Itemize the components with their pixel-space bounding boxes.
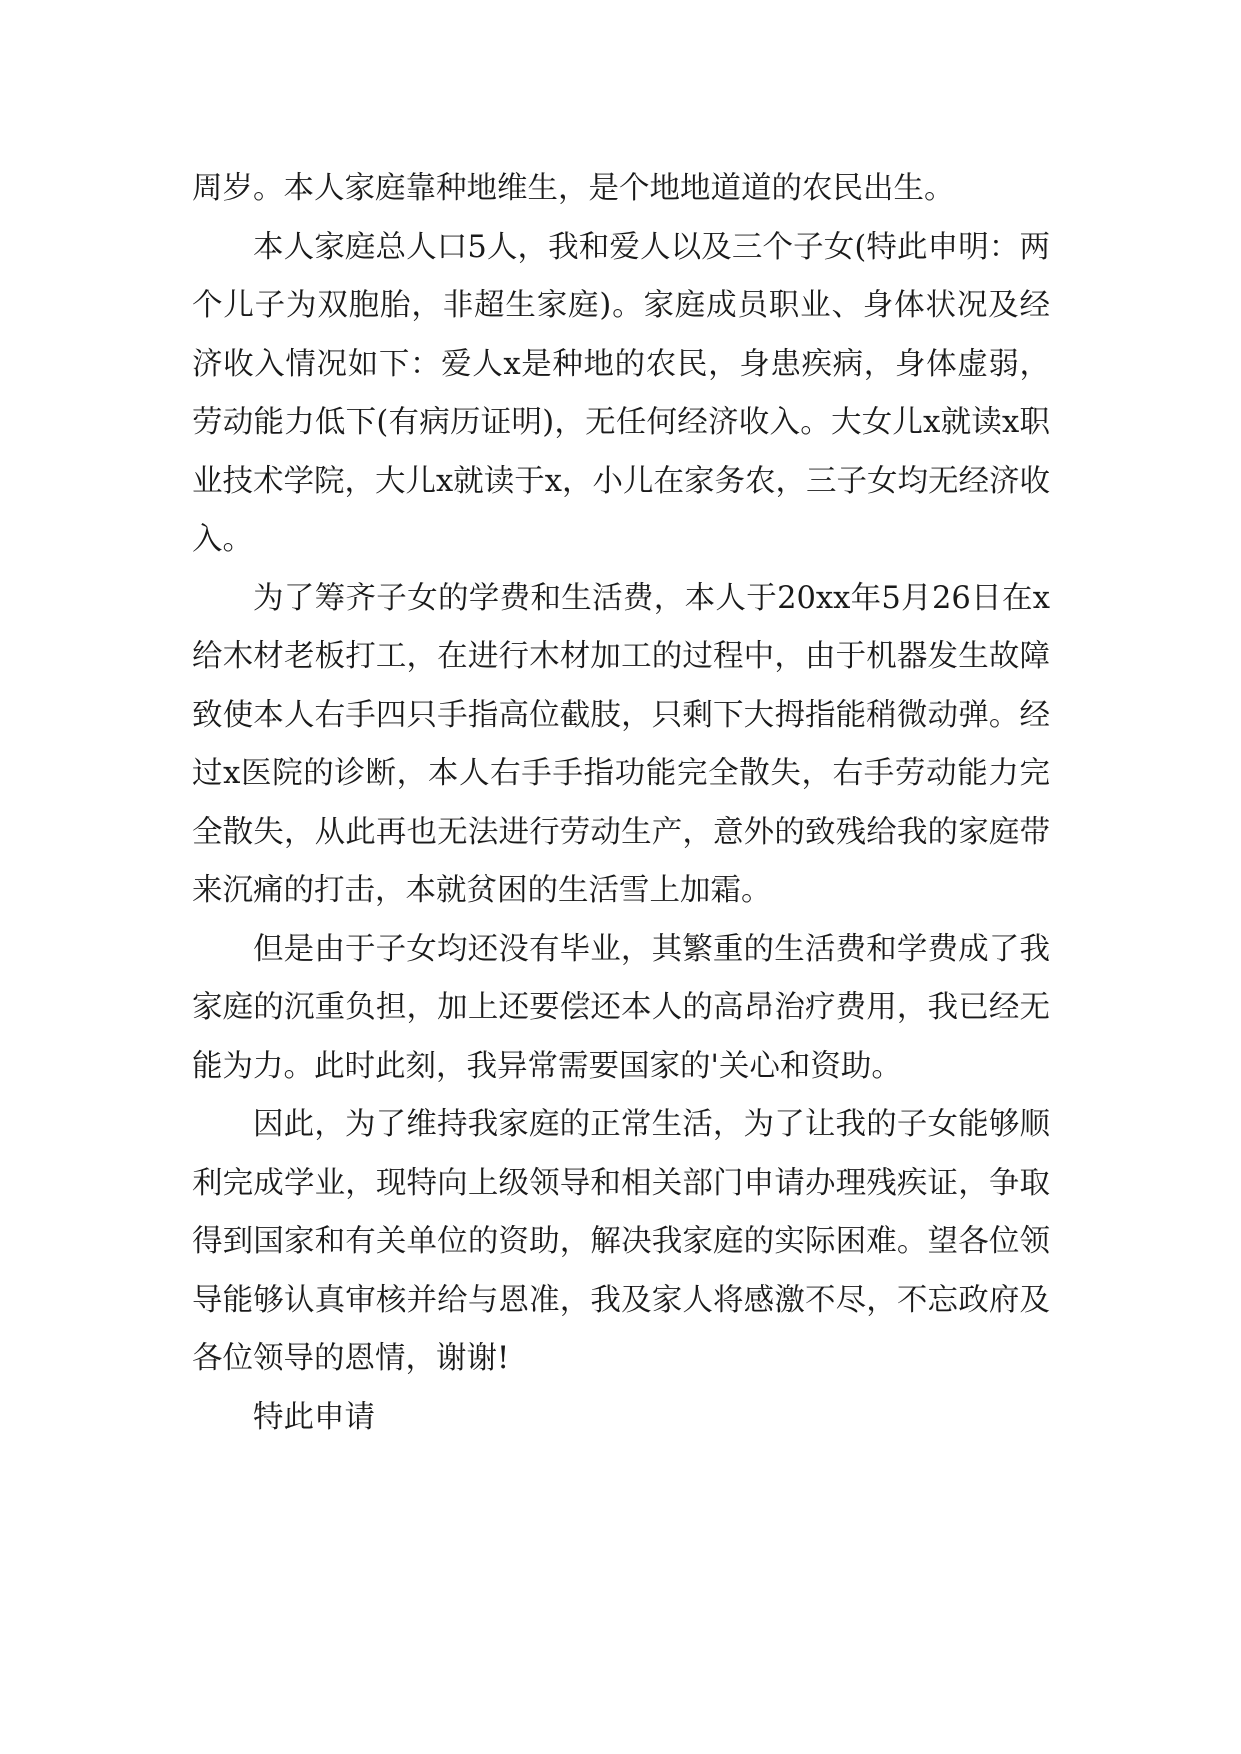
paragraph-5: 因此，为了维持我家庭的正常生活，为了让我的子女能够顺利完成学业，现特向上级领导和相关部门申请办理残疾证，争取得到国家和有关单位的资助，解决我家庭的实际困难。望各位领导能够认真审核并给与恩准，我及家人将感激不尽，不忘政府及各位领导的恩情，谢谢! bbox=[192, 1107, 1050, 1376]
paragraph-2: 本人家庭总人口5人，我和爱人以及三个子女(特此申明：两个儿子为双胞胎，非超生家庭)。家庭成员职业、身体状况及经济收入情况如下：爱人x是种地的农民，身患疾病，身体虚弱，劳动能力低下(有病历证明)，无任何经济收入。大女儿x就读x职业技术学院，大儿x就读于x，小儿在家务农，三子女均无经济收入。 bbox=[192, 229, 1050, 557]
paragraph-1: 周岁。本人家庭靠种地维生，是个地地道道的农民出生。 bbox=[192, 171, 955, 206]
document-body bbox=[192, 160, 1050, 1447]
closing-line: 特此申请 bbox=[253, 1399, 375, 1435]
paragraph-3: 为了筹齐子女的学费和生活费，本人于20xx年5月26日在x给木材老板打工，在进行木材加工的过程中，由于机器发生故障致使本人右手四只手指高位截肢，只剩下大拇指能稍微动弹。经过x医院的诊断，本人右手手指功能完全散失，右手劳动能力完全散失，从此再也无法进行劳动生产，意外的致残给我的家庭带来沉痛的打击，本就贫困的生活雪上加霜。 bbox=[192, 580, 1050, 908]
paragraph-4: 但是由于子女均还没有毕业，其繁重的生活费和学费成了我家庭的沉重负担，加上还要偿还本人的高昂治疗费用，我已经无能为力。此时此刻，我异常需要国家的'关心和资助。 bbox=[192, 931, 1050, 1084]
